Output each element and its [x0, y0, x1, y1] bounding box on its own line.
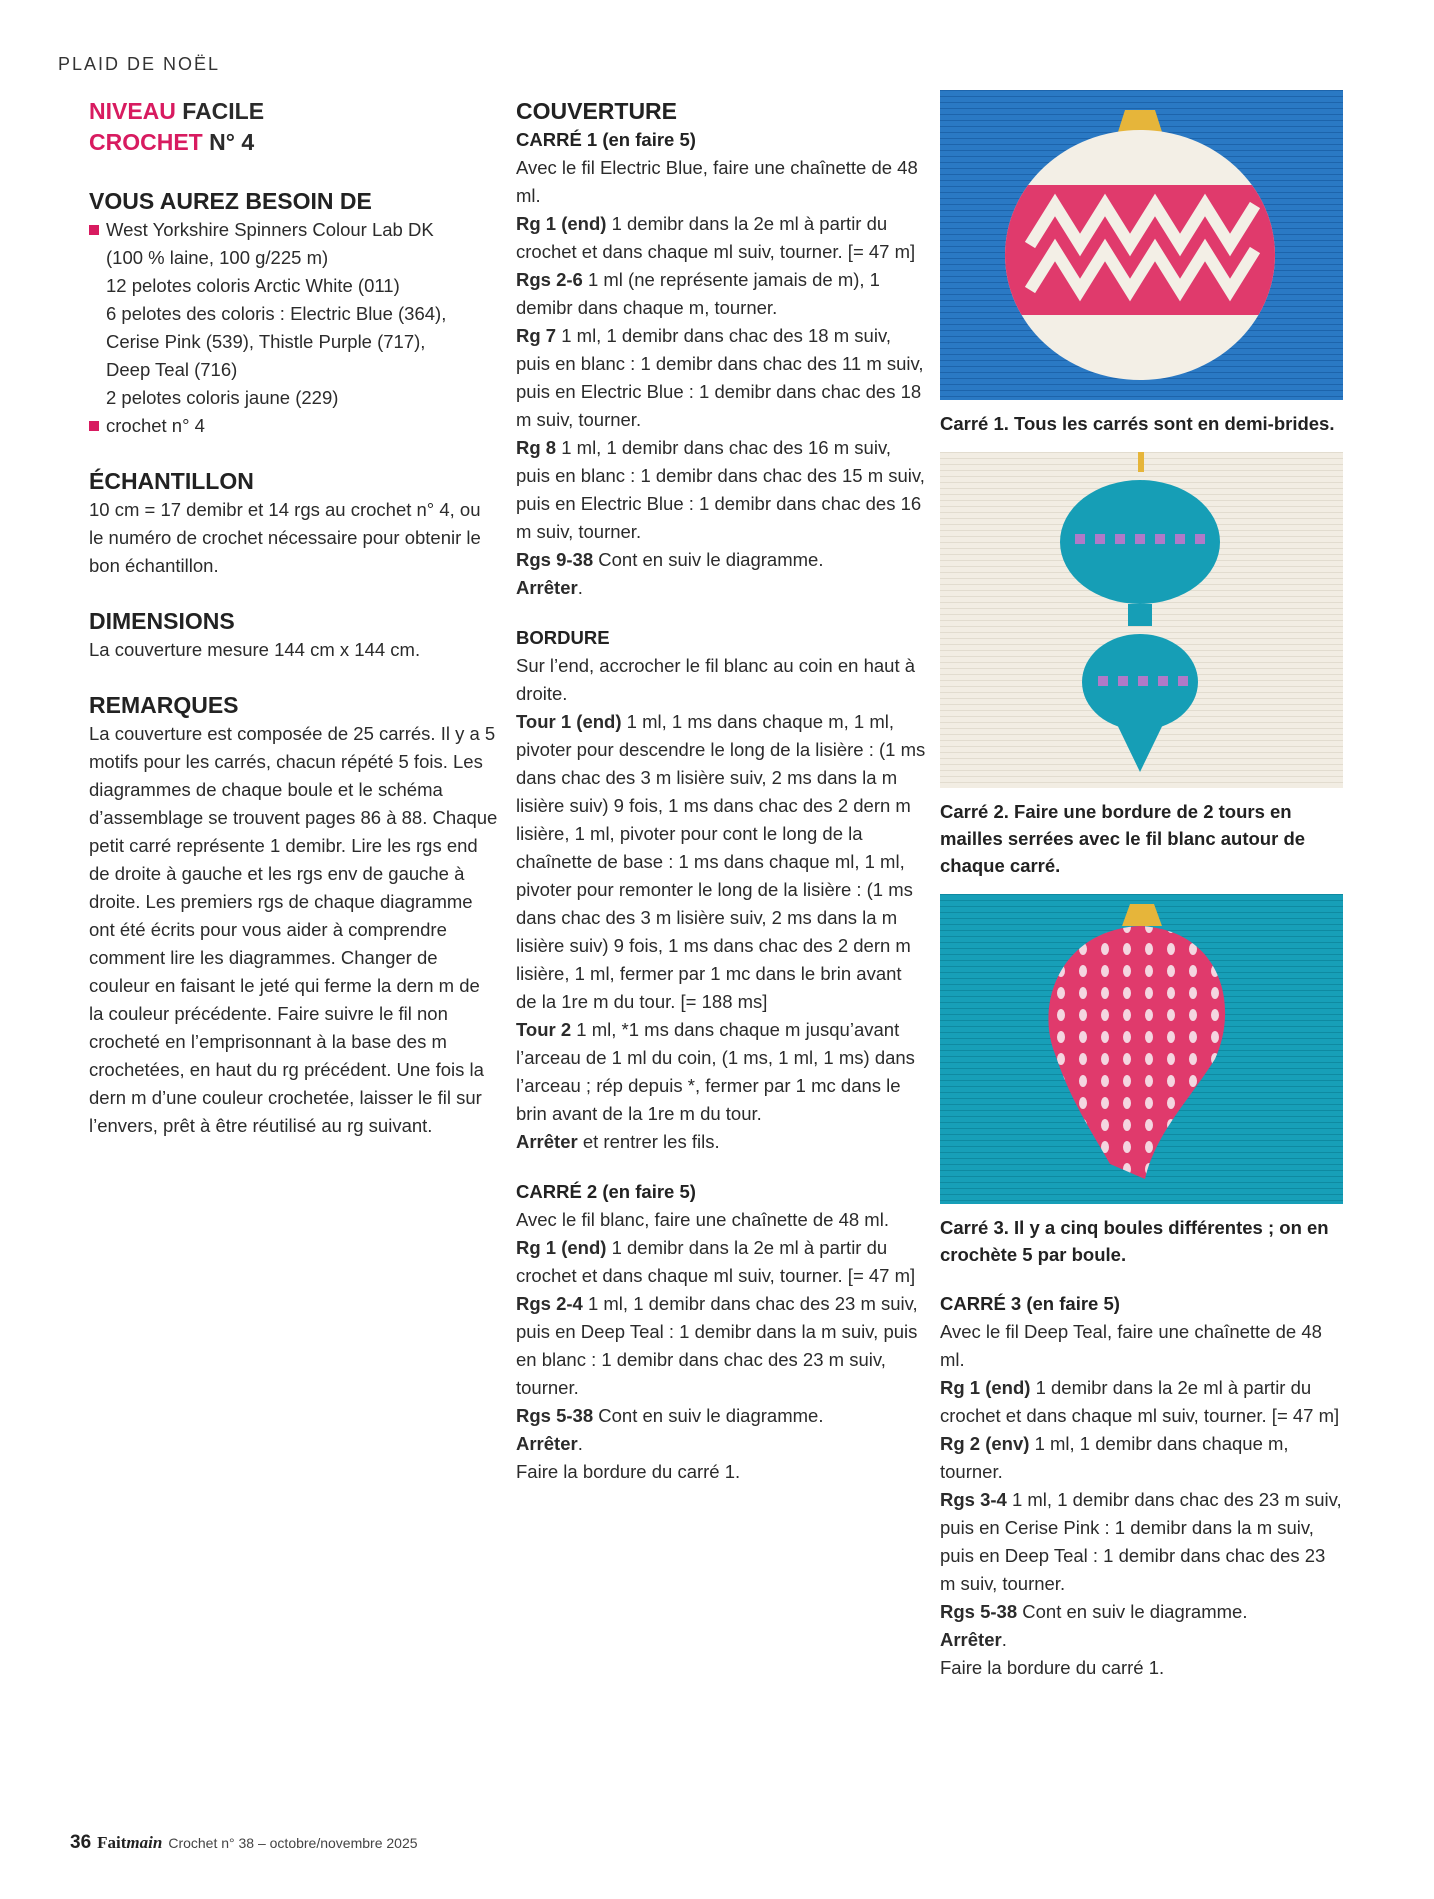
level-value: FACILE [182, 98, 265, 124]
needs-title: VOUS AUREZ BESOIN DE [89, 188, 372, 214]
square3-intro: Avec le fil Deep Teal, faire une chaînette de 48 ml. [940, 1321, 1322, 1370]
needs-section [89, 186, 499, 440]
dimensions-text: La couverture mesure 144 cm x 144 cm. [89, 639, 421, 660]
hook-line [89, 127, 499, 158]
stop-label: Arrêter [516, 577, 578, 598]
square-bullet-icon [89, 225, 99, 235]
spacer [516, 602, 926, 624]
row-label: Rgs 3-4 [940, 1489, 1007, 1510]
row-label: Rg 1 (end) [516, 213, 607, 234]
yarn-text: 6 pelotes des coloris : Electric Blue (364), [106, 303, 447, 324]
needs-item-yarn [89, 216, 499, 244]
column-middle [516, 96, 926, 1486]
yarn-text: 2 pelotes coloris jaune (229) [106, 387, 339, 408]
round-text: 1 ml, *1 ms dans chaque m jusqu’avant l’arceau de 1 ml du coin, (1 ms, 1 ml, 1 ms) dans l’arceau ; rép depuis *, fermer par 1 mc dans le brin avant de la 1re m du tour. [516, 1019, 915, 1124]
square2-stop [516, 1430, 926, 1458]
square1-row9 [516, 546, 926, 574]
issue-info: Crochet n° 38 – octobre/novembre 2025 [168, 1835, 418, 1851]
page-number: 36 [70, 1832, 92, 1853]
yarn-line [89, 384, 499, 412]
row-text: Cont en suiv le diagramme. [1017, 1601, 1248, 1622]
photo3-caption: Carré 3. Il y a cinq boules différentes ; on en crochète 5 par boule. [940, 1217, 1329, 1265]
square3-row5 [940, 1598, 1345, 1626]
yarn-line [89, 300, 499, 328]
running-head: PLAID DE NOËL [58, 54, 221, 74]
square3-row3 [940, 1486, 1345, 1598]
gauge-section [89, 466, 499, 580]
border-intro: Sur l’end, accrocher le fil blanc au coin en haut à droite. [516, 655, 916, 704]
needs-item-hook [89, 412, 499, 440]
round-label: Tour 2 [516, 1019, 572, 1040]
row-text: 1 demibr dans la 2e ml à partir du crochet et dans chaque ml suiv, tourner. [= 47 m] [516, 213, 916, 262]
square1-row1 [516, 210, 926, 266]
row-label: Rgs 9-38 [516, 549, 594, 570]
stop-label: Arrêter [516, 1433, 578, 1454]
row-label: Rg 1 (end) [516, 1237, 607, 1258]
photo-square3 [940, 894, 1343, 1204]
spacer [516, 1156, 926, 1178]
level-line [89, 96, 499, 127]
row-label: Rgs 5-38 [516, 1405, 594, 1426]
square2-row2 [516, 1290, 926, 1402]
border-title: BORDURE [516, 627, 610, 648]
row-text: 1 ml (ne représente jamais de m), 1 demibr dans chaque m, tourner. [516, 269, 880, 318]
square-bullet-icon [89, 421, 99, 431]
square2-row1 [516, 1234, 926, 1290]
dimensions-title: DIMENSIONS [89, 608, 235, 634]
row-text: 1 ml, 1 demibr dans chac des 23 m suiv, puis en Cerise Pink : 1 demibr dans la m suiv, puis en Deep Teal : 1 demibr dans chac des 23 m suiv, tourner. [940, 1489, 1342, 1594]
square3-stop [940, 1626, 1345, 1654]
stop-tail: . [577, 577, 583, 598]
brand-a: Fait [97, 1833, 127, 1852]
hook-value: N° 4 [209, 129, 255, 155]
cover-title: COUVERTURE [516, 98, 678, 124]
column-left [89, 96, 499, 1140]
square2-intro: Avec le fil blanc, faire une chaînette de 48 ml. [516, 1209, 889, 1230]
yarn-text: (100 % laine, 100 g/225 m) [106, 247, 329, 268]
row-label: Rg 1 (end) [940, 1377, 1031, 1398]
row-label: Rgs 2-4 [516, 1293, 583, 1314]
row-label: Rg 8 [516, 437, 557, 458]
row-label: Rg 7 [516, 325, 557, 346]
remarks-title: REMARQUES [89, 692, 239, 718]
yarn-line [89, 244, 499, 272]
row-text: 1 ml, 1 demibr dans chac des 18 m suiv, puis en blanc : 1 demibr dans chac des 11 m suiv, puis en Electric Blue : 1 demibr dans chac des 18 m suiv, tourner. [516, 325, 924, 430]
photo-square1 [940, 90, 1343, 400]
square3-section [940, 1290, 1345, 1682]
yarn-text: Cerise Pink (539), Thistle Purple (717), [106, 331, 426, 352]
square1-stop [516, 574, 926, 602]
stop-tail: . [1001, 1629, 1007, 1650]
square3-border-note: Faire la bordure du carré 1. [940, 1657, 1165, 1678]
row-text: 1 demibr dans la 2e ml à partir du crochet et dans chaque ml suiv, tourner. [= 47 m] [516, 1237, 916, 1286]
column-right [940, 90, 1345, 1682]
dimensions-section [89, 606, 499, 664]
border-round1 [516, 708, 926, 1016]
stop-label: Arrêter [516, 1131, 578, 1152]
row-text: 1 ml, 1 demibr dans chac des 23 m suiv, puis en Deep Teal : 1 demibr dans la m suiv, puis en blanc : 1 demibr dans chac des 23 m suiv, tourner. [516, 1293, 918, 1398]
square3-row1 [940, 1374, 1345, 1430]
yarn-line [89, 328, 499, 356]
photo-square2 [940, 452, 1343, 788]
border-stop [516, 1128, 926, 1156]
remarks-section [89, 690, 499, 1140]
photo2-caption: Carré 2. Faire une bordure de 2 tours en mailles serrées avec le fil blanc autour de chaque carré. [940, 801, 1306, 876]
round-label: Tour 1 (end) [516, 711, 622, 732]
yarn-text: Deep Teal (716) [106, 359, 238, 380]
stop-tail: et rentrer les fils. [577, 1131, 720, 1152]
row-text: Cont en suiv le diagramme. [593, 549, 824, 570]
needs-list [89, 216, 499, 440]
square1-row7 [516, 322, 926, 434]
row-label: Rgs 2-6 [516, 269, 583, 290]
stop-tail: . [577, 1433, 583, 1454]
page-footer [70, 1832, 418, 1854]
yarn-line [89, 272, 499, 300]
remarks-text: La couverture est composée de 25 carrés. Il y a 5 motifs pour les carrés, chacun répété 5 fois. Les diagrammes de chaque boule et le schéma d’assemblage se trouvent pages 86 à 88. Chaque petit carré représente 1 demibr. Lire les rgs end de droite à gauche et les rgs env de gauche à droite. Les premiers rgs de chaque diagramme ont été écrits pour vous aider à comprendre comment lire les diagrammes. Changer de couleur en faisant le jeté qui ferme la dern m de la couleur précédente. Faire suivre le fil non crocheté en l’emprisonnant à la base des m crochetées, en haut du rg précédent. Une fois la dern m d’une couleur crochetée, laisser le fil sur l’envers, prêt à être réutilisé au rg suivant. [89, 723, 498, 1136]
square2-border-note: Faire la bordure du carré 1. [516, 1461, 741, 1482]
ornament-double-image [940, 452, 1343, 788]
stop-label: Arrêter [940, 1629, 1002, 1650]
square3-row2 [940, 1430, 1345, 1486]
hook-text: crochet n° 4 [106, 415, 205, 436]
yarn-line: West Yorkshire Spinners Colour Lab DK [106, 219, 434, 240]
row-text: 1 ml, 1 demibr dans chaque m, tourner. [940, 1433, 1289, 1482]
row-text: 1 ml, 1 demibr dans chac des 16 m suiv, puis en blanc : 1 demibr dans chac des 15 m suiv, puis en Electric Blue : 1 demibr dans chac des 16 m suiv, tourner. [516, 437, 925, 542]
brand-b: main [126, 1833, 163, 1852]
level-label: NIVEAU [89, 98, 176, 124]
square1-row8 [516, 434, 926, 546]
square1-title: CARRÉ 1 (en faire 5) [516, 129, 696, 150]
magazine-logo [97, 1833, 162, 1853]
square1-row2 [516, 266, 926, 322]
square2-title: CARRÉ 2 (en faire 5) [516, 1181, 696, 1202]
row-label: Rgs 5-38 [940, 1601, 1018, 1622]
ornament-zigzag-image [940, 90, 1343, 400]
square1-intro: Avec le fil Electric Blue, faire une chaînette de 48 ml. [516, 157, 918, 206]
yarn-line [89, 356, 499, 384]
square3-title: CARRÉ 3 (en faire 5) [940, 1293, 1120, 1314]
square2-row5 [516, 1402, 926, 1430]
hook-label: CROCHET [89, 129, 203, 155]
yarn-text: 12 pelotes coloris Arctic White (011) [106, 275, 400, 296]
row-text: 1 demibr dans la 2e ml à partir du crochet et dans chaque ml suiv, tourner. [= 47 m] [940, 1377, 1340, 1426]
gauge-title: ÉCHANTILLON [89, 468, 254, 494]
round-text: 1 ml, 1 ms dans chaque m, 1 ml, pivoter pour descendre le long de la lisière : (1 ms dans chac des 3 m lisière suiv, 2 ms dans la m lisière suiv) 9 fois, 1 ms dans chac des 2 dern m lisière, 1 ml, pivoter pour cont le long de la chaînette de base : 1 ms dans chaque ml, 1 ml, pivoter pour remonter le long de la lisière : (1 ms dans chac des 3 m lisière suiv, 2 ms dans la m lisière suiv) 9 fois, 1 ms dans chac des 2 dern m lisière, 1 ml, fermer par 1 mc dans le brin avant de la 1re m du tour. [= 188 ms] [516, 711, 926, 1012]
row-text: Cont en suiv le diagramme. [593, 1405, 824, 1426]
border-round2 [516, 1016, 926, 1128]
row-label: Rg 2 (env) [940, 1433, 1030, 1454]
gauge-text: 10 cm = 17 demibr et 14 rgs au crochet n° 4, ou le numéro de crochet nécessaire pour obtenir le bon échantillon. [89, 499, 481, 576]
photo1-caption: Carré 1. Tous les carrés sont en demi-brides. [940, 413, 1335, 434]
ornament-drop-image [940, 894, 1343, 1204]
